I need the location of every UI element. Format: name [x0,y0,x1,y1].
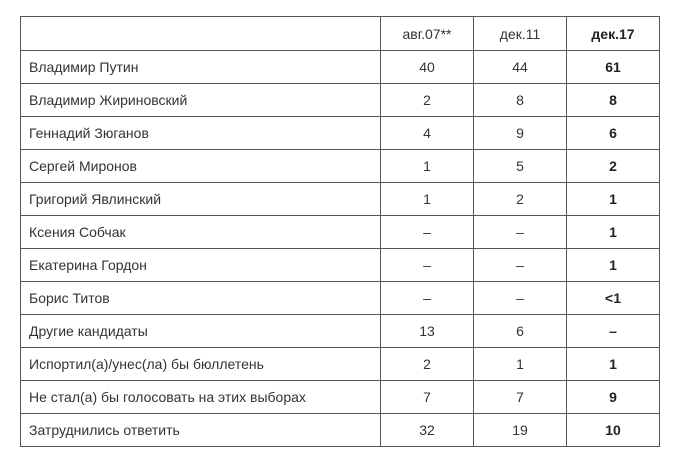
table-header-row [21,17,660,51]
row-value-dec17: 8 [567,84,660,117]
row-value-dec11: 9 [474,117,567,150]
table-row [21,117,660,150]
row-value-dec11: 19 [474,414,567,447]
table-row [21,315,660,348]
row-value-aug07: 2 [381,84,474,117]
row-value-dec17: <1 [567,282,660,315]
row-value-dec17: 1 [567,348,660,381]
row-name-cell: Испортил(а)/унес(ла) бы бюллетень [21,348,381,381]
table-row [21,381,660,414]
row-value-aug07: 13 [381,315,474,348]
table-row [21,150,660,183]
row-value-dec11: 6 [474,315,567,348]
row-name-cell: Екатерина Гордон [21,249,381,282]
row-value-aug07: 1 [381,183,474,216]
row-value-dec11: 44 [474,51,567,84]
table-row [21,183,660,216]
table-row [21,414,660,447]
header-cell-dec17: дек.17 [567,17,660,51]
row-value-dec17: 6 [567,117,660,150]
row-value-dec17: 10 [567,414,660,447]
row-value-dec11: 5 [474,150,567,183]
row-value-dec11: 7 [474,381,567,414]
row-value-aug07: – [381,249,474,282]
row-name-cell: Григорий Явлинский [21,183,381,216]
row-value-aug07: 2 [381,348,474,381]
row-value-aug07: 1 [381,150,474,183]
table-body [21,51,660,447]
header-cell-aug07: авг.07** [381,17,474,51]
row-value-aug07: – [381,216,474,249]
row-value-dec17: 2 [567,150,660,183]
row-value-dec17: 61 [567,51,660,84]
row-value-dec17: 1 [567,183,660,216]
table-row [21,348,660,381]
row-value-dec11: 2 [474,183,567,216]
row-name-cell: Затруднились ответить [21,414,381,447]
row-value-aug07: – [381,282,474,315]
row-value-dec11: 1 [474,348,567,381]
row-value-dec17: – [567,315,660,348]
row-name-cell: Владимир Путин [21,51,381,84]
row-value-dec11: 8 [474,84,567,117]
row-name-cell: Владимир Жириновский [21,84,381,117]
table-row [21,249,660,282]
row-value-aug07: 40 [381,51,474,84]
row-value-dec17: 1 [567,249,660,282]
row-value-aug07: 32 [381,414,474,447]
row-name-cell: Ксения Собчак [21,216,381,249]
row-value-dec17: 1 [567,216,660,249]
header-cell-dec11: дек.11 [474,17,567,51]
table-row [21,84,660,117]
row-value-dec17: 9 [567,381,660,414]
row-name-cell: Борис Титов [21,282,381,315]
poll-results-table [20,16,660,447]
header-cell-name [21,17,381,51]
row-value-aug07: 7 [381,381,474,414]
table-row [21,216,660,249]
row-value-dec11: – [474,282,567,315]
table-row [21,282,660,315]
row-name-cell: Не стал(а) бы голосовать на этих выборах [21,381,381,414]
row-name-cell: Сергей Миронов [21,150,381,183]
table-row [21,51,660,84]
row-name-cell: Геннадий Зюганов [21,117,381,150]
row-value-dec11: – [474,249,567,282]
row-name-cell: Другие кандидаты [21,315,381,348]
row-value-aug07: 4 [381,117,474,150]
row-value-dec11: – [474,216,567,249]
